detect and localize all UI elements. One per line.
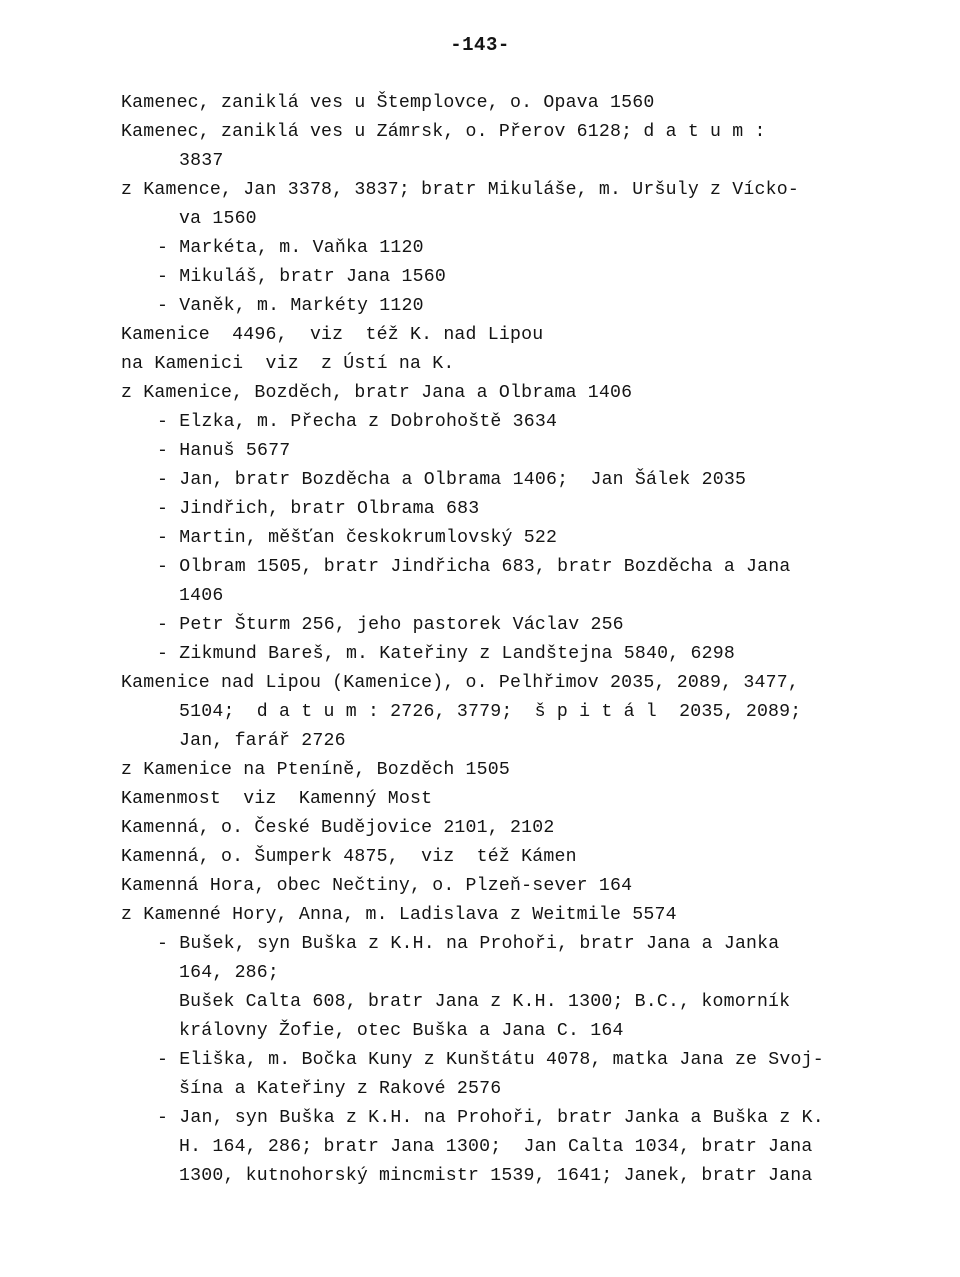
index-entry: z Kamenné Hory, Anna, m. Ladislava z Weitmile 5574 [121,905,677,925]
index-subentry: - Markéta, m. Vaňka 1120 [157,238,424,258]
index-continuation: královny Žofie, otec Buška a Jana C. 164 [179,1021,624,1041]
index-continuation: 164, 286; [179,963,280,983]
index-subentry: - Jindřich, bratr Olbrama 683 [157,499,480,519]
index-entry: Kamenec, zaniklá ves u Štemplovce, o. Opava 1560 [121,93,655,113]
index-subentry: - Jan, bratr Bozděcha a Olbrama 1406; Jan Šálek 2035 [157,470,747,490]
index-continuation: Bušek Calta 608, bratr Jana z K.H. 1300; B.C., komorník [179,992,791,1012]
index-entry: z Kamenice na Pteníně, Bozděch 1505 [121,760,510,780]
index-subentry: - Olbram 1505, bratr Jindřicha 683, bratr Bozděcha a Jana [157,557,791,577]
index-subentry: - Vaněk, m. Markéty 1120 [157,296,424,316]
index-entry: z Kamence, Jan 3378, 3837; bratr Mikuláše, m. Uršuly z Vícko- [121,180,799,200]
index-continuation: 3837 [179,151,224,171]
index-subentry: - Petr Šturm 256, jeho pastorek Václav 256 [157,615,624,635]
index-continuation: 1406 [179,586,224,606]
index-subentry: - Hanuš 5677 [157,441,291,461]
index-entry: Kamenmost viz Kamenný Most [121,789,433,809]
index-entry: Kamenná, o. České Budějovice 2101, 2102 [121,818,555,838]
index-continuation: Jan, farář 2726 [179,731,346,751]
index-subentry: - Eliška, m. Bočka Kuny z Kunštátu 4078, matka Jana ze Svoj- [157,1050,824,1070]
index-continuation: šína a Kateřiny z Rakové 2576 [179,1079,502,1099]
index-subentry: - Mikuláš, bratr Jana 1560 [157,267,446,287]
index-entry: Kamenná Hora, obec Nečtiny, o. Plzeň-sever 164 [121,876,633,896]
index-continuation: 5104; d a t u m : 2726, 3779; š p i t á l 2035, 2089; [179,702,802,722]
index-entry: z Kamenice, Bozděch, bratr Jana a Olbrama 1406 [121,383,633,403]
index-entry: Kamenec, zaniklá ves u Zámrsk, o. Přerov 6128; d a t u m : [121,122,766,142]
page-number: -143- [450,34,510,56]
index-subentry: - Jan, syn Buška z K.H. na Prohoři, bratr Janka a Buška z K. [157,1108,824,1128]
index-subentry: - Bušek, syn Buška z K.H. na Prohoři, bratr Jana a Janka [157,934,780,954]
index-continuation: va 1560 [179,209,257,229]
index-continuation: H. 164, 286; bratr Jana 1300; Jan Calta 1034, bratr Jana [179,1137,813,1157]
index-subentry: - Martin, měšťan českokrumlovský 522 [157,528,558,548]
index-entry: Kamenná, o. Šumperk 4875, viz též Kámen [121,847,577,867]
index-continuation: 1300, kutnohorský mincmistr 1539, 1641; Janek, bratr Jana [179,1166,813,1186]
index-entries [121,89,881,1191]
index-subentry: - Zikmund Bareš, m. Kateřiny z Landštejna 5840, 6298 [157,644,735,664]
index-entry: Kamenice nad Lipou (Kamenice), o. Pelhřimov 2035, 2089, 3477, [121,673,799,693]
index-entry: na Kamenici viz z Ústí na K. [121,354,455,374]
index-entry: Kamenice 4496, viz též K. nad Lipou [121,325,544,345]
index-subentry: - Elzka, m. Přecha z Dobrohoště 3634 [157,412,558,432]
